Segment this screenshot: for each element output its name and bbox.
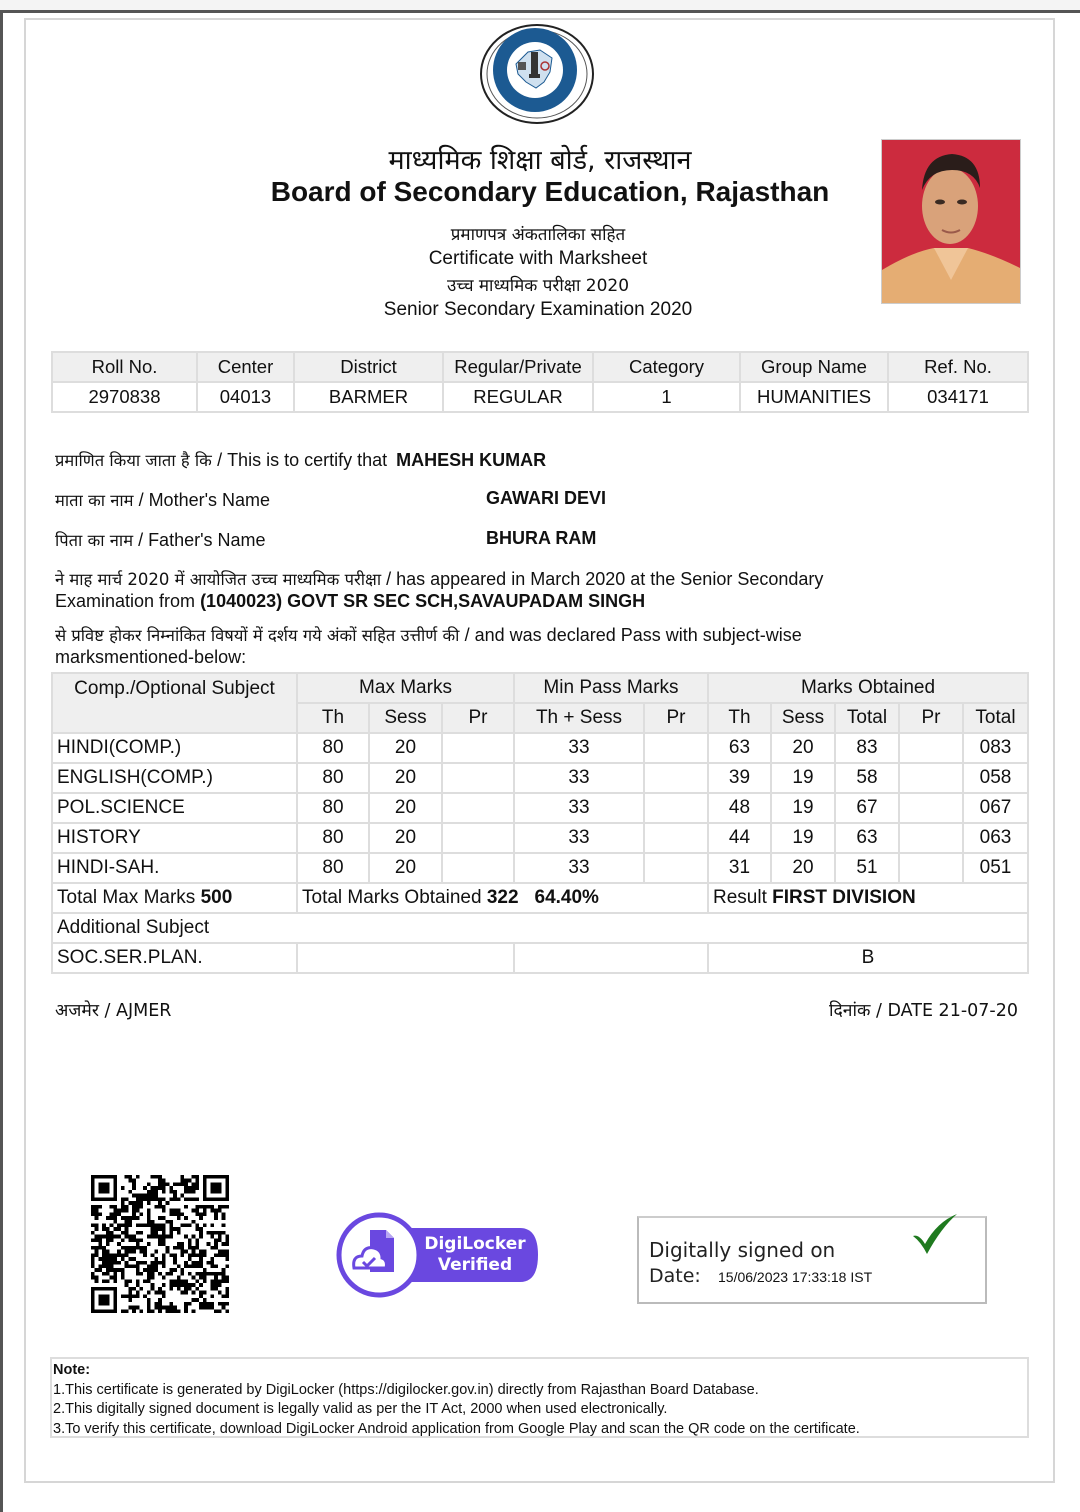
mother-label-hindi: माता का नाम (55, 491, 134, 510)
father-label-english: / Father's Name (133, 530, 266, 550)
cell-min-th-sess: 33 (514, 733, 644, 763)
marks-row (52, 763, 1028, 793)
cell-total: 51 (835, 853, 899, 883)
cell-sess: 20 (771, 853, 835, 883)
cell-min-th-sess: 33 (514, 793, 644, 823)
total-obtained-value: 322 (486, 887, 519, 908)
sub-header-obt-pr: Pr (899, 703, 963, 733)
cell-min-pr (644, 763, 708, 793)
declared-hindi: से प्रविष्ट होकर निम्नांकित विषयों में दर्शय गये अंकों सहित उत्तीर्ण की (55, 626, 465, 645)
exam-from-label: Examination from (55, 591, 201, 611)
cell-subject: POL.SCIENCE (52, 793, 297, 823)
mother-name: GAWARI DEVI (486, 488, 607, 508)
school-name: (1040023) GOVT SR SEC SCH,SAVAUPADAM SINGH (200, 591, 646, 611)
cell-min-th-sess: 33 (514, 853, 644, 883)
cell-th: 39 (708, 763, 771, 793)
cell-th: 44 (708, 823, 771, 853)
cell-total: 83 (835, 733, 899, 763)
cell-max-pr (442, 763, 514, 793)
additional-grade: B (708, 943, 1028, 973)
cell-grand: 067 (963, 793, 1028, 823)
total-max-value: 500 (200, 887, 233, 908)
issue-date: दिनांक / DATE 21-07-20 (828, 1001, 1018, 1021)
marks-row (52, 793, 1028, 823)
marks-obtained-header: Marks Obtained (708, 673, 1028, 703)
header-district: District (294, 352, 443, 382)
cell-subject: ENGLISH(COMP.) (52, 763, 297, 793)
sub-header-obt-total: Total (835, 703, 899, 733)
cell-max-sess: 20 (369, 733, 442, 763)
cell-max-sess: 20 (369, 853, 442, 883)
digital-signature-box[interactable] (637, 1216, 987, 1304)
father-label-hindi: पिता का नाम (55, 531, 134, 550)
district-value: BARMER (294, 382, 443, 412)
roll-no-value: 2970838 (52, 382, 197, 412)
center-value: 04013 (197, 382, 294, 412)
cell-total: 67 (835, 793, 899, 823)
marks-row (52, 733, 1028, 763)
category-value: 1 (593, 382, 740, 412)
cell-pr (899, 763, 963, 793)
marks-table (51, 672, 1029, 974)
cell-max-pr (442, 823, 514, 853)
header-ref-no: Ref. No. (888, 352, 1028, 382)
percentage: 64.40% (534, 887, 599, 908)
cell-subject: HINDI(COMP.) (52, 733, 297, 763)
max-marks-header: Max Marks (297, 673, 514, 703)
certify-line (55, 448, 546, 471)
cell-max-th: 80 (297, 793, 369, 823)
father-name: BHURA RAM (486, 528, 597, 548)
exam-hindi: उच्च माध्यमिक परीक्षा 2020 (446, 276, 630, 296)
signed-label: Digitally signed on (649, 1238, 836, 1262)
father-label (55, 528, 266, 551)
cell-pr (899, 733, 963, 763)
sub-header-grand-total: Total (963, 703, 1028, 733)
header-roll-no: Roll No. (52, 352, 197, 382)
sub-header-max-sess: Sess (369, 703, 442, 733)
appeared-english: / has appeared in March 2020 at the Senior Secondary (381, 569, 824, 589)
cell-total: 58 (835, 763, 899, 793)
cell-grand: 063 (963, 823, 1028, 853)
student-photo (881, 139, 1021, 304)
mother-label (55, 488, 270, 511)
group-name-value: HUMANITIES (740, 382, 888, 412)
cell-th: 63 (708, 733, 771, 763)
note-box (50, 1357, 1029, 1438)
board-name-hindi: माध्यमिक शिक्षा बोर्ड, राजस्थान (388, 145, 692, 176)
board-logo (478, 24, 596, 128)
cell-sess: 19 (771, 823, 835, 853)
cell-max-th: 80 (297, 853, 369, 883)
cell-th: 31 (708, 853, 771, 883)
cell-min-th-sess: 33 (514, 763, 644, 793)
note-item: 2.This digitally signed document is legally valid as per the IT Act, 2000 when used electronically. (53, 1401, 668, 1417)
cell-sess: 19 (771, 793, 835, 823)
additional-subject-name: SOC.SER.PLAN. (52, 943, 297, 973)
signed-date: 15/06/2023 17:33:18 IST (718, 1269, 873, 1285)
cell-max-th: 80 (297, 823, 369, 853)
header-regular-private: Regular/Private (443, 352, 593, 382)
cell-subject: HINDI-SAH. (52, 853, 297, 883)
student-name: MAHESH KUMAR (396, 450, 547, 470)
declared-english: / and was declared Pass with subject-wise (464, 625, 802, 645)
cell-pr (899, 853, 963, 883)
total-max-marks (52, 883, 297, 913)
cell-total: 63 (835, 823, 899, 853)
certify-english: / This is to certify that (217, 450, 393, 470)
total-obtained (297, 883, 708, 913)
sub-header-min-pr: Pr (644, 703, 708, 733)
issue-place: अजमेर / AJMER (55, 1001, 172, 1021)
doc-type-english: Certificate with Marksheet (428, 248, 648, 269)
sub-header-max-pr: Pr (442, 703, 514, 733)
cell-th: 48 (708, 793, 771, 823)
marks-row (52, 823, 1028, 853)
additional-max-blank (297, 943, 514, 973)
date-label: Date: (649, 1265, 701, 1287)
declared-line (55, 623, 1030, 646)
cell-min-pr (644, 793, 708, 823)
sub-header-obt-sess: Sess (771, 703, 835, 733)
min-pass-marks-header: Min Pass Marks (514, 673, 708, 703)
cell-max-sess: 20 (369, 763, 442, 793)
cell-max-pr (442, 853, 514, 883)
note-item: 1.This certificate is generated by DigiLocker (https://digilocker.gov.in) directly from Rajasthan Board Database. (53, 1381, 759, 1398)
cell-grand: 083 (963, 733, 1028, 763)
appeared-line (55, 567, 1025, 590)
exam-english: Senior Secondary Examination 2020 (383, 299, 693, 320)
verified-label: Verified (437, 1255, 513, 1275)
certify-hindi: प्रमाणित किया जाता है कि (55, 451, 218, 470)
student-info-table (51, 351, 1029, 413)
regular-private-value: REGULAR (443, 382, 593, 412)
declared-tail: marksmentioned-below: (55, 647, 247, 667)
header-group-name: Group Name (740, 352, 888, 382)
cell-sess: 19 (771, 763, 835, 793)
qr-code[interactable] (91, 1175, 229, 1313)
cell-max-sess: 20 (369, 823, 442, 853)
digilocker-verified-badge (334, 1212, 538, 1298)
exam-from-line (55, 591, 645, 612)
cell-min-th-sess: 33 (514, 823, 644, 853)
cell-max-pr (442, 733, 514, 763)
cell-grand: 058 (963, 763, 1028, 793)
sub-header-obt-th: Th (708, 703, 771, 733)
subject-header: Comp./Optional Subject (52, 673, 297, 733)
cell-min-pr (644, 853, 708, 883)
appeared-hindi: ने माह मार्च 2020 में आयोजित उच्च माध्यमिक परीक्षा (55, 570, 382, 589)
marks-row (52, 853, 1028, 883)
digilocker-label: DigiLocker (424, 1234, 526, 1254)
cell-pr (899, 793, 963, 823)
cell-grand: 051 (963, 853, 1028, 883)
cell-subject: HISTORY (52, 823, 297, 853)
cell-max-th: 80 (297, 733, 369, 763)
cell-max-sess: 20 (369, 793, 442, 823)
sub-header-min-th-sess: Th + Sess (514, 703, 644, 733)
total-max-label: Total Max Marks (57, 887, 201, 908)
ref-no-value: 034171 (888, 382, 1028, 412)
header-category: Category (593, 352, 740, 382)
additional-min-blank (514, 943, 708, 973)
doc-type-hindi: प्रमाणपत्र अंकतालिका सहित (450, 225, 626, 245)
header-center: Center (197, 352, 294, 382)
cell-max-th: 80 (297, 763, 369, 793)
cell-min-pr (644, 823, 708, 853)
cell-sess: 20 (771, 733, 835, 763)
mother-label-english: / Mother's Name (133, 490, 271, 510)
cell-pr (899, 823, 963, 853)
cell-min-pr (644, 733, 708, 763)
result-value: FIRST DIVISION (772, 887, 916, 908)
result-label: Result (713, 887, 773, 908)
board-name-english: Board of Secondary Education, Rajasthan (270, 176, 830, 207)
note-title: Note: (53, 1362, 91, 1378)
additional-subject-label: Additional Subject (52, 913, 1028, 943)
cell-max-pr (442, 793, 514, 823)
note-item: 3.To verify this certificate, download DigiLocker Android application from Google Play and scan the QR code on the certificate. (53, 1420, 860, 1437)
check-icon (911, 1212, 959, 1256)
sub-header-max-th: Th (297, 703, 369, 733)
total-obtained-label: Total Marks Obtained (302, 887, 487, 908)
result (708, 883, 1028, 913)
